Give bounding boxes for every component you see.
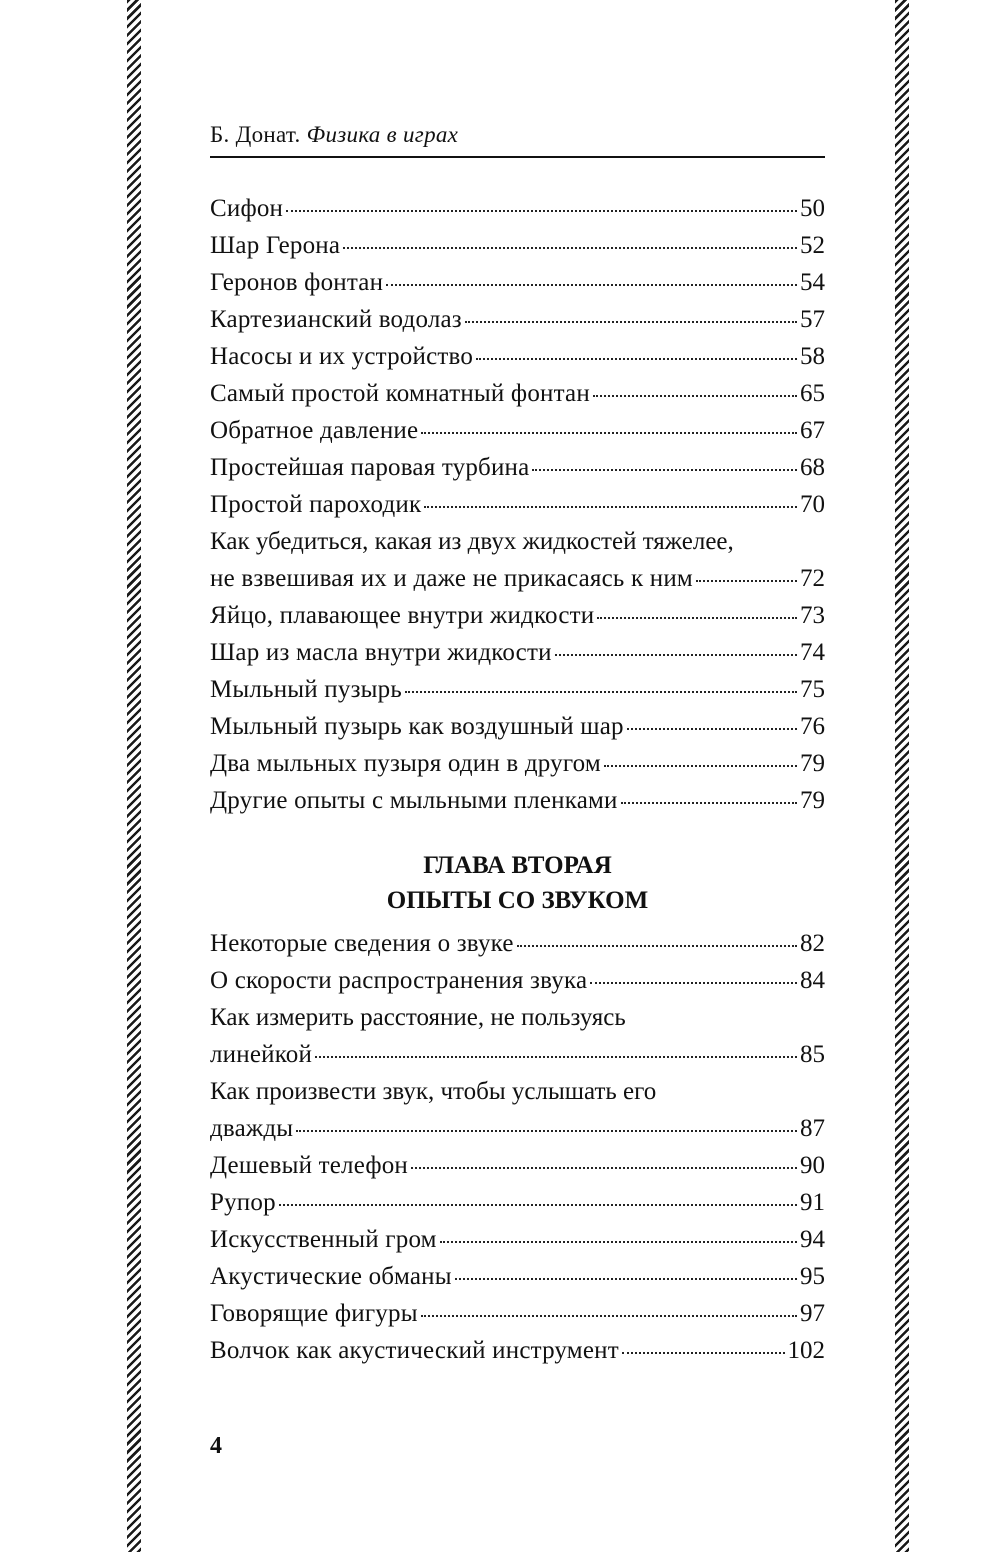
toc-entry-page: 85	[800, 1041, 825, 1068]
toc-entry-page: 70	[800, 491, 825, 518]
toc-entry-page: 102	[787, 1337, 825, 1364]
toc-entry-page: 76	[800, 713, 825, 740]
toc-entry-page: 73	[800, 602, 825, 629]
toc-dot-leader	[424, 504, 797, 508]
toc-entry	[210, 1147, 825, 1184]
toc-entry-title: О скорости распространения звука	[210, 967, 588, 994]
decorative-border-right	[895, 0, 909, 1552]
chapter-heading	[210, 848, 825, 918]
toc-entry-title-line1: Как измерить расстояние, не пользуясь	[210, 1004, 626, 1031]
toc-dot-leader	[597, 615, 797, 619]
toc-dot-leader	[532, 467, 797, 471]
toc-dot-leader	[621, 800, 797, 804]
toc-dot-leader	[590, 980, 797, 984]
running-header	[210, 122, 825, 148]
toc-dot-leader	[296, 1128, 797, 1132]
toc-dot-leader	[696, 578, 797, 582]
toc-dot-leader	[386, 282, 797, 286]
toc-entry	[210, 1073, 825, 1147]
toc-entry	[210, 925, 825, 962]
toc-entry-title: Искусственный гром	[210, 1226, 437, 1253]
toc-entry-title-line1: Как убедиться, какая из двух жидкостей тяжелее,	[210, 528, 734, 555]
toc-entry	[210, 671, 825, 708]
chapter-number: ГЛАВА ВТОРАЯ	[423, 852, 612, 879]
toc-section-2	[210, 925, 825, 1369]
toc-entry-page: 87	[800, 1115, 825, 1142]
toc-dot-leader	[593, 393, 797, 397]
toc-entry-title: Два мыльных пузыря один в другом	[210, 750, 601, 777]
toc-entry-page: 94	[800, 1226, 825, 1253]
toc-entry-page: 54	[800, 269, 825, 296]
toc-entry	[210, 1184, 825, 1221]
toc-entry-title: Обратное давление	[210, 417, 419, 444]
toc-dot-leader	[421, 430, 797, 434]
toc-entry-title: Некоторые сведения о звуке	[210, 930, 514, 957]
toc-entry	[210, 412, 825, 449]
toc-entry-page: 67	[800, 417, 825, 444]
toc-entry-page: 68	[800, 454, 825, 481]
toc-entry-page: 72	[800, 565, 825, 592]
toc-entry-title: Шар из масла внутри жидкости	[210, 639, 552, 666]
toc-dot-leader	[279, 1202, 797, 1206]
toc-dot-leader	[604, 763, 797, 767]
toc-dot-leader	[405, 689, 797, 693]
toc-dot-leader	[315, 1054, 797, 1058]
toc-entry-title: Акустические обманы	[210, 1263, 452, 1290]
toc-dot-leader	[476, 356, 797, 360]
toc-dot-leader	[343, 245, 797, 249]
toc-entry	[210, 597, 825, 634]
toc-entry	[210, 523, 825, 597]
toc-entry-title: Дешевый телефон	[210, 1152, 409, 1179]
toc-entry-page: 82	[800, 930, 825, 957]
toc-dot-leader	[440, 1239, 797, 1243]
toc-entry-page: 79	[800, 787, 825, 814]
toc-entry	[210, 227, 825, 264]
toc-entry-page: 97	[800, 1300, 825, 1327]
toc-entry-page: 74	[800, 639, 825, 666]
toc-dot-leader	[286, 208, 797, 212]
toc-entry-title: Насосы и их устройство	[210, 343, 474, 370]
toc-entry-title: Картезианский водолаз	[210, 306, 462, 333]
toc-entry-title: Шар Герона	[210, 232, 341, 259]
header-author: Б. Донат.	[210, 122, 301, 147]
toc-dot-leader	[421, 1313, 797, 1317]
toc-entry	[210, 449, 825, 486]
toc-entry-page: 75	[800, 676, 825, 703]
toc-entry-title: линейкой	[210, 1041, 313, 1068]
toc-entry-page: 50	[800, 195, 825, 222]
toc-entry	[210, 190, 825, 227]
toc-entry-title: Яйцо, плавающее внутри жидкости	[210, 602, 595, 629]
toc-entry	[210, 1332, 825, 1369]
toc-entry-page: 91	[800, 1189, 825, 1216]
toc-entry-title-line1: Как произвести звук, чтобы услышать его	[210, 1078, 657, 1105]
toc-entry-title: Рупор	[210, 1189, 276, 1216]
toc-entry	[210, 264, 825, 301]
header-rule	[210, 156, 825, 158]
toc-dot-leader	[455, 1276, 797, 1280]
toc-entry-page: 79	[800, 750, 825, 777]
toc-entry-title: Волчок как акустический инструмент	[210, 1337, 619, 1364]
toc-entry	[210, 782, 825, 819]
toc-entry-title: Мыльный пузырь	[210, 676, 402, 703]
toc-entry-title: Другие опыты с мыльными пленками	[210, 787, 618, 814]
toc-entry-title: Простой пароходик	[210, 491, 422, 518]
toc-entry-page: 95	[800, 1263, 825, 1290]
toc-section-1	[210, 190, 825, 819]
toc-entry	[210, 1295, 825, 1332]
toc-entry-title: Говорящие фигуры	[210, 1300, 418, 1327]
toc-dot-leader	[411, 1165, 797, 1169]
toc-entry-page: 65	[800, 380, 825, 407]
toc-entry	[210, 486, 825, 523]
toc-dot-leader	[555, 652, 797, 656]
toc-entry	[210, 1258, 825, 1295]
toc-entry-title: не взвешивая их и даже не прикасаясь к ним	[210, 565, 693, 592]
toc-entry-page: 58	[800, 343, 825, 370]
toc-entry	[210, 634, 825, 671]
toc-dot-leader	[465, 319, 797, 323]
toc-entry	[210, 999, 825, 1073]
chapter-title: ОПЫТЫ СО ЗВУКОМ	[386, 887, 649, 914]
toc-entry-page: 90	[800, 1152, 825, 1179]
toc-entry-title: Самый простой комнатный фонтан	[210, 380, 590, 407]
toc-entry-title: Геронов фонтан	[210, 269, 384, 296]
toc-entry	[210, 745, 825, 782]
toc-entry-title: дважды	[210, 1115, 294, 1142]
toc-entry-page: 84	[800, 967, 825, 994]
toc-dot-leader	[622, 1350, 785, 1354]
page-number: 4	[210, 1433, 222, 1459]
toc-entry-title: Сифон	[210, 195, 284, 222]
toc-entry	[210, 338, 825, 375]
toc-entry	[210, 962, 825, 999]
toc-entry	[210, 1221, 825, 1258]
toc-entry-title: Простейшая паровая турбина	[210, 454, 530, 481]
toc-entry	[210, 708, 825, 745]
toc-entry-page: 52	[800, 232, 825, 259]
toc-dot-leader	[517, 943, 797, 947]
toc-entry	[210, 375, 825, 412]
toc-entry-title: Мыльный пузырь как воздушный шар	[210, 713, 624, 740]
toc-entry-page: 57	[800, 306, 825, 333]
header-book-title: Физика в играх	[306, 122, 459, 147]
decorative-border-left	[127, 0, 141, 1552]
toc-dot-leader	[627, 726, 797, 730]
toc-entry	[210, 301, 825, 338]
